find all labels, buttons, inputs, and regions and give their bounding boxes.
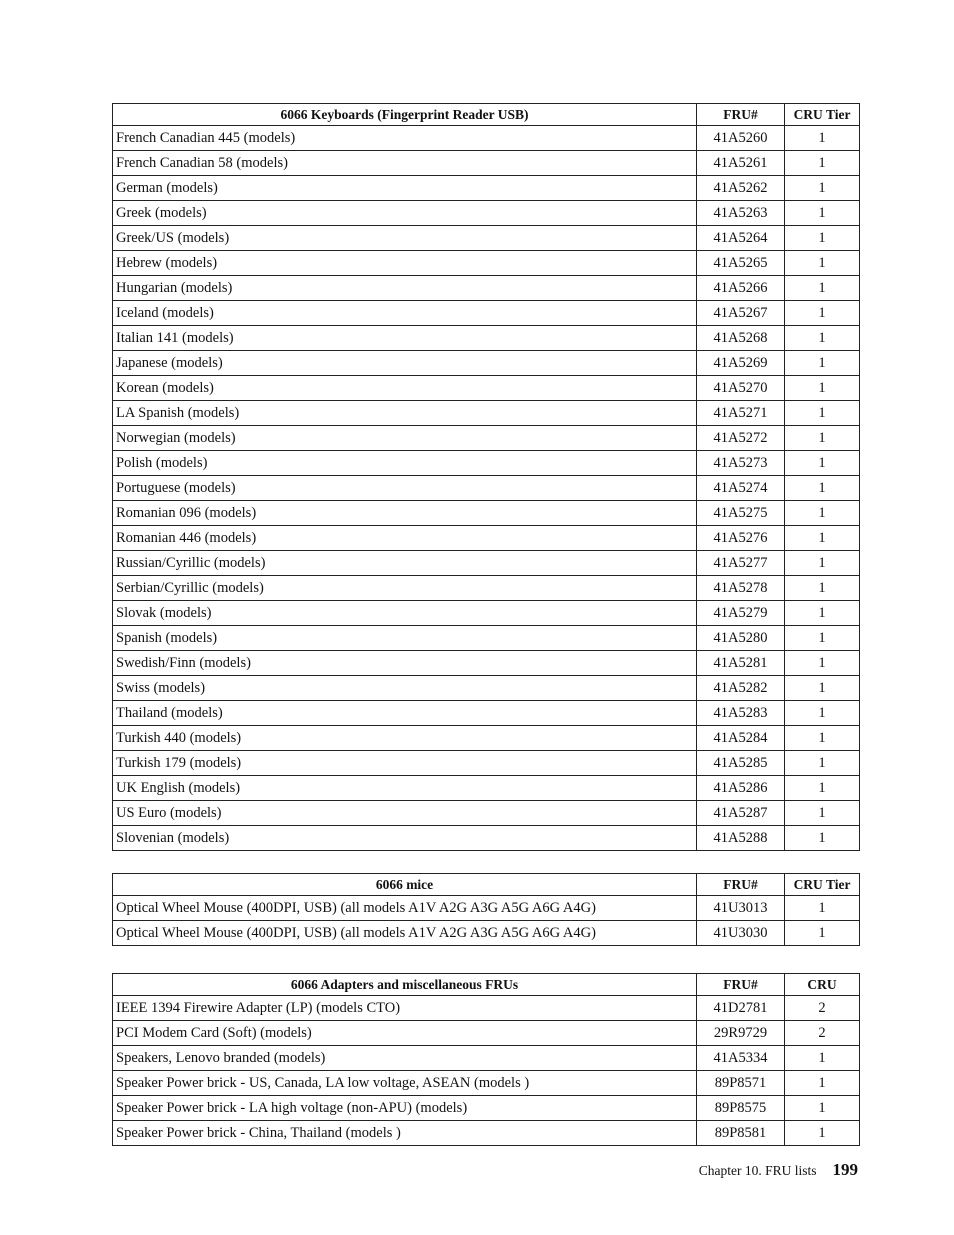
table-row xyxy=(113,896,860,921)
cell-description: German (models) xyxy=(113,176,697,201)
table-row xyxy=(113,251,860,276)
cell-description: Hungarian (models) xyxy=(113,276,697,301)
table-row xyxy=(113,526,860,551)
cell-description: Speaker Power brick - China, Thailand (models ) xyxy=(113,1121,697,1146)
column-header-description: 6066 mice xyxy=(113,874,697,896)
table-row xyxy=(113,726,860,751)
cell-description: Slovak (models) xyxy=(113,601,697,626)
page-footer xyxy=(699,1160,858,1180)
column-header-description: 6066 Adapters and miscellaneous FRUs xyxy=(113,974,697,996)
cell-fru-number: 41A5267 xyxy=(697,301,785,326)
cell-fru-number: 41A5263 xyxy=(697,201,785,226)
cell-description: Spanish (models) xyxy=(113,626,697,651)
cell-cru-tier: 1 xyxy=(785,401,860,426)
cell-fru-number: 41A5272 xyxy=(697,426,785,451)
cell-fru-number: 41A5276 xyxy=(697,526,785,551)
table-header-row xyxy=(113,104,860,126)
cell-description: Speaker Power brick - LA high voltage (non-APU) (models) xyxy=(113,1096,697,1121)
cell-fru-number: 41A5270 xyxy=(697,376,785,401)
cell-fru-number: 41A5283 xyxy=(697,701,785,726)
cell-cru-tier: 1 xyxy=(785,451,860,476)
cell-cru-tier: 1 xyxy=(785,151,860,176)
cell-fru-number: 41A5285 xyxy=(697,751,785,776)
cell-fru-number: 41A5264 xyxy=(697,226,785,251)
column-header-cru: CRU xyxy=(785,974,860,996)
cell-cru-tier: 1 xyxy=(785,776,860,801)
table-row xyxy=(113,151,860,176)
cell-cru-tier: 1 xyxy=(785,651,860,676)
cell-description: Korean (models) xyxy=(113,376,697,401)
table-row xyxy=(113,351,860,376)
table-row xyxy=(113,401,860,426)
cell-description: Japanese (models) xyxy=(113,351,697,376)
table-row xyxy=(113,476,860,501)
cell-cru-tier: 1 xyxy=(785,176,860,201)
cell-fru-number: 41A5286 xyxy=(697,776,785,801)
table-row xyxy=(113,826,860,851)
cell-description: LA Spanish (models) xyxy=(113,401,697,426)
cell-cru-tier: 1 xyxy=(785,126,860,151)
cell-description: Slovenian (models) xyxy=(113,826,697,851)
cell-cru-tier: 1 xyxy=(785,921,860,946)
cell-fru-number: 41A5282 xyxy=(697,676,785,701)
cell-description: Speaker Power brick - US, Canada, LA low voltage, ASEAN (models ) xyxy=(113,1071,697,1096)
table-row xyxy=(113,201,860,226)
cell-cru-tier: 1 xyxy=(785,201,860,226)
cell-fru-number: 41A5261 xyxy=(697,151,785,176)
cell-description: Greek/US (models) xyxy=(113,226,697,251)
cell-description: French Canadian 58 (models) xyxy=(113,151,697,176)
cell-description: Serbian/Cyrillic (models) xyxy=(113,576,697,601)
table-row xyxy=(113,801,860,826)
cell-fru-number: 41A5287 xyxy=(697,801,785,826)
cell-cru-tier: 1 xyxy=(785,376,860,401)
cell-cru-tier: 1 xyxy=(785,526,860,551)
cell-cru-tier: 1 xyxy=(785,501,860,526)
cell-description: Swiss (models) xyxy=(113,676,697,701)
cell-fru-number: 29R9729 xyxy=(697,1021,785,1046)
cell-cru-tier: 1 xyxy=(785,676,860,701)
cell-cru-tier: 1 xyxy=(785,326,860,351)
cell-fru-number: 41A5278 xyxy=(697,576,785,601)
table-row xyxy=(113,1096,860,1121)
cell-cru-tier: 1 xyxy=(785,701,860,726)
cell-fru-number: 41A5262 xyxy=(697,176,785,201)
table-row xyxy=(113,176,860,201)
cell-fru-number: 41A5271 xyxy=(697,401,785,426)
cell-fru-number: 41A5266 xyxy=(697,276,785,301)
table-row xyxy=(113,301,860,326)
cell-fru-number: 41A5274 xyxy=(697,476,785,501)
cell-fru-number: 41A5275 xyxy=(697,501,785,526)
cell-cru-tier: 1 xyxy=(785,576,860,601)
cell-fru-number: 41A5273 xyxy=(697,451,785,476)
cell-fru-number: 41A5288 xyxy=(697,826,785,851)
table-row xyxy=(113,776,860,801)
cell-cru-tier: 1 xyxy=(785,226,860,251)
cell-fru-number: 41A5279 xyxy=(697,601,785,626)
keyboards-fru-table xyxy=(112,103,860,851)
table-row xyxy=(113,701,860,726)
cell-description: Optical Wheel Mouse (400DPI, USB) (all models A1V A2G A3G A5G A6G A4G) xyxy=(113,921,697,946)
cell-description: PCI Modem Card (Soft) (models) xyxy=(113,1021,697,1046)
table-header-row xyxy=(113,874,860,896)
cell-cru-tier: 1 xyxy=(785,1071,860,1096)
table-row xyxy=(113,276,860,301)
column-header-cru: CRU Tier xyxy=(785,874,860,896)
cell-description: Optical Wheel Mouse (400DPI, USB) (all models A1V A2G A3G A5G A6G A4G) xyxy=(113,896,697,921)
cell-description: Hebrew (models) xyxy=(113,251,697,276)
cell-description: Turkish 440 (models) xyxy=(113,726,697,751)
table-row xyxy=(113,1121,860,1146)
cell-description: US Euro (models) xyxy=(113,801,697,826)
cell-description: UK English (models) xyxy=(113,776,697,801)
table-row xyxy=(113,226,860,251)
table-row xyxy=(113,626,860,651)
cell-fru-number: 41A5260 xyxy=(697,126,785,151)
cell-fru-number: 41A5334 xyxy=(697,1046,785,1071)
cell-fru-number: 41U3030 xyxy=(697,921,785,946)
column-header-fru: FRU# xyxy=(697,874,785,896)
table-row xyxy=(113,376,860,401)
column-header-description: 6066 Keyboards (Fingerprint Reader USB) xyxy=(113,104,697,126)
cell-description: Norwegian (models) xyxy=(113,426,697,451)
table-row xyxy=(113,1021,860,1046)
column-header-fru: FRU# xyxy=(697,974,785,996)
cell-cru-tier: 1 xyxy=(785,751,860,776)
cell-cru-tier: 1 xyxy=(785,626,860,651)
cell-cru-tier: 1 xyxy=(785,601,860,626)
cell-cru-tier: 1 xyxy=(785,301,860,326)
cell-cru-tier: 1 xyxy=(785,276,860,301)
table-row xyxy=(113,551,860,576)
cell-description: Swedish/Finn (models) xyxy=(113,651,697,676)
table-row xyxy=(113,501,860,526)
cell-description: IEEE 1394 Firewire Adapter (LP) (models CTO) xyxy=(113,996,697,1021)
cell-description: Iceland (models) xyxy=(113,301,697,326)
cell-cru-tier: 1 xyxy=(785,826,860,851)
table-row xyxy=(113,1046,860,1071)
cell-fru-number: 41A5265 xyxy=(697,251,785,276)
table-row xyxy=(113,576,860,601)
cell-fru-number: 41A5269 xyxy=(697,351,785,376)
cell-description: Russian/Cyrillic (models) xyxy=(113,551,697,576)
cell-cru-tier: 1 xyxy=(785,1121,860,1146)
cell-cru-tier: 1 xyxy=(785,1046,860,1071)
table-row xyxy=(113,451,860,476)
table-row xyxy=(113,126,860,151)
cell-description: Thailand (models) xyxy=(113,701,697,726)
table-row xyxy=(113,676,860,701)
cell-fru-number: 41A5280 xyxy=(697,626,785,651)
cell-fru-number: 41D2781 xyxy=(697,996,785,1021)
cell-description: Romanian 096 (models) xyxy=(113,501,697,526)
mice-fru-table xyxy=(112,873,860,946)
cell-fru-number: 41A5277 xyxy=(697,551,785,576)
cell-description: Turkish 179 (models) xyxy=(113,751,697,776)
table-row xyxy=(113,326,860,351)
cell-description: Italian 141 (models) xyxy=(113,326,697,351)
cell-fru-number: 41A5281 xyxy=(697,651,785,676)
column-header-cru: CRU Tier xyxy=(785,104,860,126)
cell-cru-tier: 1 xyxy=(785,801,860,826)
cell-fru-number: 89P8571 xyxy=(697,1071,785,1096)
table-row xyxy=(113,426,860,451)
cell-fru-number: 41A5284 xyxy=(697,726,785,751)
cell-cru-tier: 2 xyxy=(785,996,860,1021)
cell-fru-number: 41A5268 xyxy=(697,326,785,351)
cell-fru-number: 89P8581 xyxy=(697,1121,785,1146)
table-row xyxy=(113,1071,860,1096)
cell-cru-tier: 1 xyxy=(785,426,860,451)
adapters-fru-table xyxy=(112,973,860,1146)
table-row xyxy=(113,751,860,776)
cell-description: French Canadian 445 (models) xyxy=(113,126,697,151)
cell-cru-tier: 2 xyxy=(785,1021,860,1046)
cell-description: Romanian 446 (models) xyxy=(113,526,697,551)
table-row xyxy=(113,996,860,1021)
cell-fru-number: 89P8575 xyxy=(697,1096,785,1121)
cell-cru-tier: 1 xyxy=(785,476,860,501)
page-number: 199 xyxy=(832,1160,858,1179)
table-header-row xyxy=(113,974,860,996)
cell-cru-tier: 1 xyxy=(785,551,860,576)
table-row xyxy=(113,601,860,626)
table-row xyxy=(113,921,860,946)
cell-cru-tier: 1 xyxy=(785,1096,860,1121)
cell-fru-number: 41U3013 xyxy=(697,896,785,921)
cell-cru-tier: 1 xyxy=(785,896,860,921)
cell-description: Polish (models) xyxy=(113,451,697,476)
cell-description: Greek (models) xyxy=(113,201,697,226)
chapter-label: Chapter 10. FRU lists xyxy=(698,1163,817,1178)
column-header-fru: FRU# xyxy=(697,104,785,126)
cell-cru-tier: 1 xyxy=(785,726,860,751)
cell-cru-tier: 1 xyxy=(785,351,860,376)
table-row xyxy=(113,651,860,676)
cell-description: Portuguese (models) xyxy=(113,476,697,501)
cell-cru-tier: 1 xyxy=(785,251,860,276)
cell-description: Speakers, Lenovo branded (models) xyxy=(113,1046,697,1071)
